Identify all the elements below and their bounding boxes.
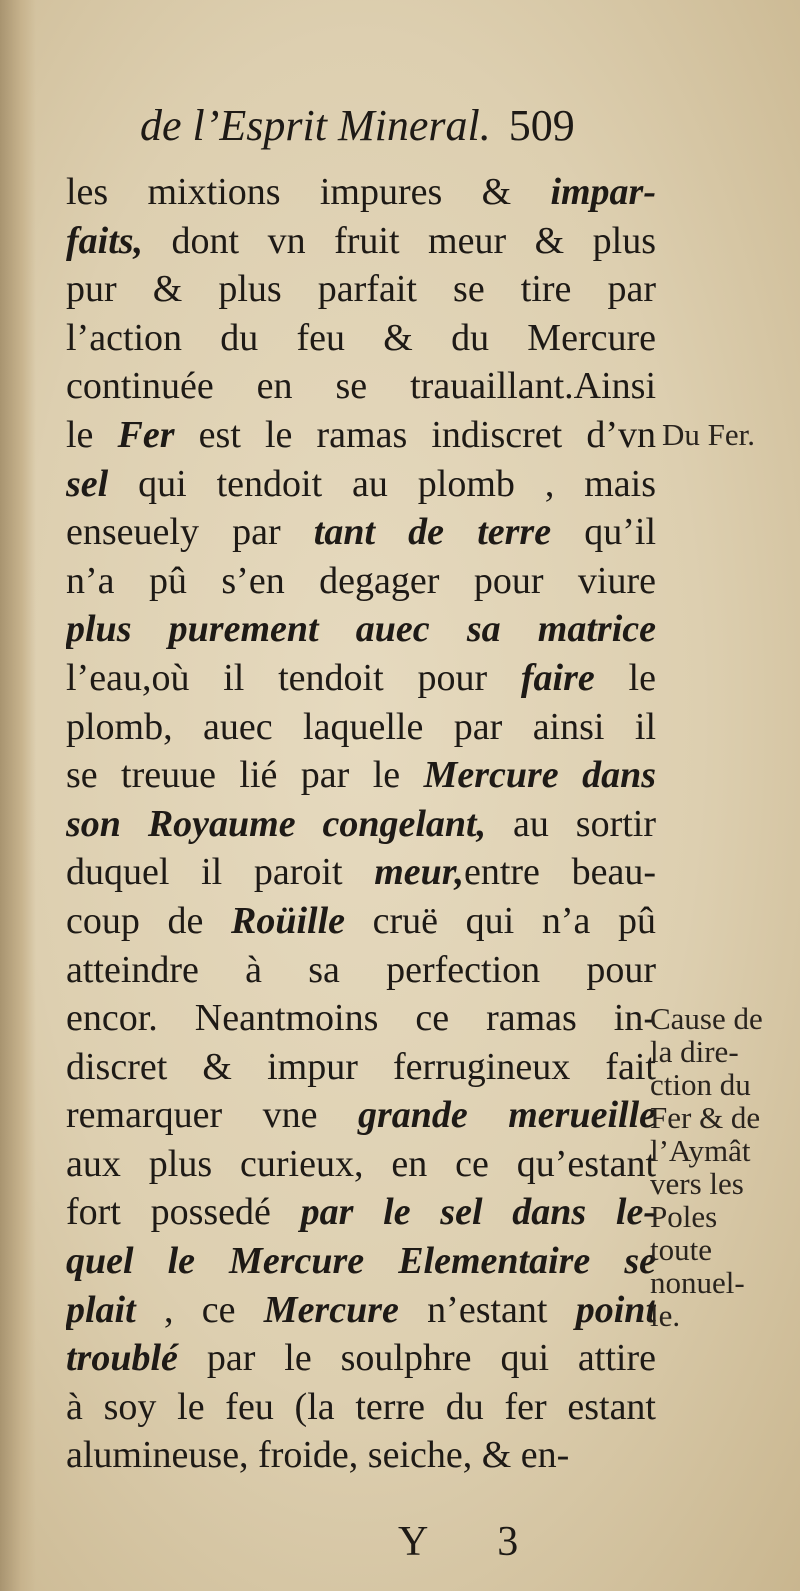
text-segment: se treuue lié par le: [66, 754, 424, 797]
text-segment: au sortir: [486, 802, 656, 845]
text-line: [66, 1286, 656, 1335]
margin-note-line: toute: [650, 1232, 712, 1267]
italic-segment: impar-: [550, 171, 656, 213]
text-line: [66, 654, 656, 703]
text-line: [66, 1043, 656, 1092]
text-segment: coup de: [66, 899, 231, 942]
text-segment: est le ramas indiscret d’vn: [174, 413, 656, 456]
text-segment: cruë qui n’a pû: [345, 899, 656, 942]
text-segment: entre beau-: [463, 851, 656, 894]
text-line: [66, 1383, 656, 1432]
text-segment: duquel il paroit: [66, 851, 375, 894]
text-line: [66, 1334, 656, 1383]
running-header: [140, 100, 660, 151]
margin-note-line: Fer & de: [650, 1100, 761, 1135]
italic-segment: tant de terre: [313, 511, 552, 554]
text-segment: discret & impur ferrugineux fait: [66, 1045, 656, 1088]
text-line: [66, 1188, 656, 1237]
text-segment: le: [66, 413, 118, 456]
text-line: [66, 897, 656, 946]
italic-segment: Fer: [117, 413, 175, 456]
italic-segment: quel le Mercure Elementaire se: [66, 1240, 656, 1283]
text-segment: fort possedé: [66, 1191, 301, 1234]
text-line: [66, 362, 656, 411]
italic-segment: faits,: [66, 219, 144, 262]
text-segment: les mixtions impures &: [66, 171, 551, 213]
margin-note-line: la dire-: [650, 1034, 739, 1069]
text-segment: n’estant: [398, 1288, 576, 1331]
text-segment: n’a pû s’en degager pour viure: [66, 559, 656, 602]
text-segment: à soy le feu (la terre du fer estant: [66, 1385, 656, 1428]
text-segment: , ce: [135, 1288, 264, 1331]
text-line: [66, 800, 656, 849]
italic-segment: Mercure: [263, 1288, 399, 1331]
italic-segment: faire: [520, 656, 595, 699]
text-line: [66, 994, 656, 1043]
text-segment: enseuely par: [66, 511, 314, 554]
text-segment: par le soulphre qui attire: [177, 1337, 656, 1380]
text-segment: l’eau,où il tendoit pour: [66, 656, 521, 699]
text-line: [66, 557, 656, 606]
page-number: 509: [508, 101, 575, 150]
text-line: [66, 946, 656, 995]
text-segment: alumineuse, froide, seiche, & en-: [66, 1434, 570, 1477]
text-line: [66, 751, 656, 800]
text-line: [66, 508, 656, 557]
text-line: [66, 703, 656, 752]
page-gutter-shadow: [0, 0, 36, 1591]
text-line: [66, 1237, 656, 1286]
italic-segment: troublé: [66, 1337, 178, 1380]
text-segment: qu’il: [551, 511, 656, 554]
body-text: [66, 168, 656, 1480]
margin-note-cause: [650, 1002, 790, 1332]
text-segment: dont vn fruit meur & plus: [143, 219, 656, 262]
text-segment: continuée en se trauaillant.Ainsi: [66, 365, 656, 408]
text-line: [66, 605, 656, 654]
text-line: [66, 460, 656, 509]
italic-segment: meur,: [374, 851, 464, 894]
text-segment: l’action du feu & du Mercure: [66, 316, 656, 359]
italic-segment: Mercure dans: [423, 754, 656, 797]
text-line: [66, 1140, 656, 1189]
margin-note-line: Poles: [650, 1199, 718, 1234]
text-line: [66, 314, 656, 363]
text-line: [66, 265, 656, 314]
text-segment: aux plus curieux, en ce qu’estant: [66, 1142, 656, 1185]
text-line: [66, 848, 656, 897]
italic-segment: son Royaume congelant,: [66, 802, 487, 845]
margin-note-line: le.: [650, 1298, 681, 1333]
margin-note-line: nonuel-: [650, 1265, 745, 1300]
italic-segment: grande merueille: [357, 1094, 656, 1137]
italic-segment: plait: [66, 1288, 136, 1331]
text-segment: pur & plus parfait se tire par: [66, 268, 656, 311]
margin-note-line: ction du: [650, 1067, 751, 1102]
running-title: de l’Esprit Mineral.: [140, 101, 491, 150]
text-line: [66, 411, 656, 460]
italic-segment: sel: [66, 462, 109, 505]
italic-segment: par le sel dans le-: [300, 1191, 656, 1234]
text-segment: encor. Neantmoins ce ramas in-: [66, 997, 656, 1040]
italic-segment: point: [575, 1288, 656, 1331]
italic-segment: plus purement auec sa matrice: [66, 608, 656, 651]
text-segment: remarquer vne: [66, 1094, 358, 1137]
margin-note-du-fer: Du Fer.: [662, 417, 755, 452]
text-segment: le: [594, 656, 656, 699]
text-line: [66, 168, 656, 217]
margin-note-line: l’Aymât: [650, 1133, 751, 1168]
text-segment: atteindre à sa perfection pour: [66, 948, 656, 991]
text-segment: qui tendoit au plomb , mais: [108, 462, 656, 505]
text-segment: plomb, auec laquelle par ainsi il: [66, 705, 656, 748]
margin-note-line: vers les: [650, 1166, 744, 1201]
signature-mark: Y 3: [398, 1519, 549, 1565]
text-line: [66, 1431, 656, 1480]
margin-note-line: Cause de: [650, 1001, 763, 1036]
italic-segment: Roüille: [231, 899, 346, 942]
text-line: [66, 1091, 656, 1140]
text-line: [66, 217, 656, 266]
